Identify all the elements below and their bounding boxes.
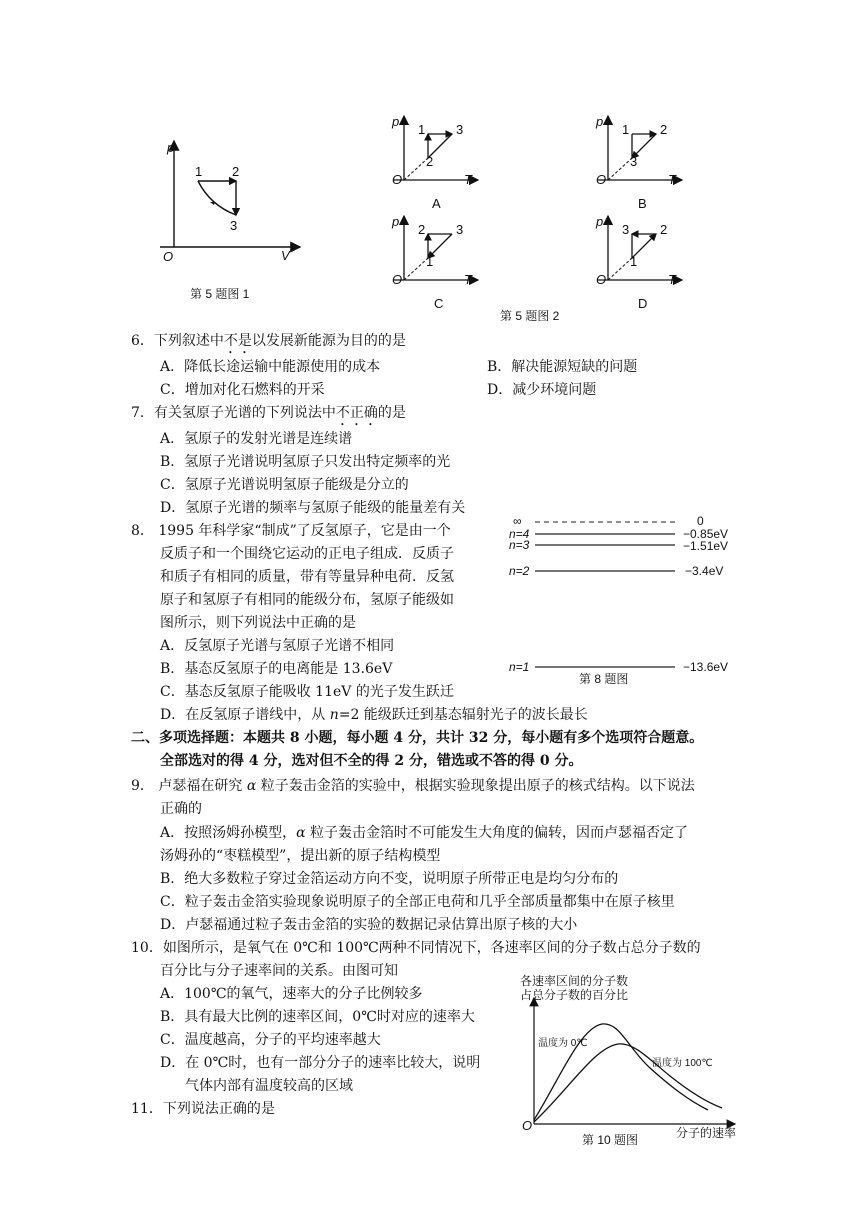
fig5-2-caption: 第 5 题图 2 <box>500 309 560 323</box>
q9-option-a-line1 <box>160 822 688 845</box>
q8-stem-line5: 图所示，则下列说法中正确的是 <box>160 615 356 631</box>
fig5-2-b-p-bottom: 3 <box>630 154 638 169</box>
fig5-1-axis-v: V <box>281 248 290 263</box>
q8-stem-line3: 和质子有相同的质量，带有等量异种电荷．反氢 <box>160 569 454 585</box>
fig5-2-panel-b <box>592 112 692 222</box>
q6-stem-a: 6．下列叙述中 <box>131 333 224 349</box>
level-1-n: n=1 <box>509 660 530 674</box>
fig5-2-b-p-left: 1 <box>622 122 630 137</box>
fig5-2-a-p-right: 3 <box>456 122 464 137</box>
fig5-2-a-origin: O <box>392 172 403 187</box>
curve-100c-label: 温度为 100℃ <box>652 1058 713 1069</box>
q8-stem-line2: 反质子和一个围绕它运动的正电子组成．反质子 <box>160 546 454 562</box>
q10-stem-line2: 百分比与分子速率间的关系。由图可知 <box>160 963 398 979</box>
q11-stem: 11．下列说法正确的是 <box>131 1101 275 1117</box>
energy-level-diagram <box>505 512 755 692</box>
q9-option-a-alpha: α <box>296 825 306 841</box>
fig5-2-c-p-bottom: 1 <box>426 254 434 269</box>
q8-stem-line1: 8． 1995 年科学家“制成”了反氢原子，它是由一个 <box>131 523 451 539</box>
q9-option-a-a: A．按照汤姆孙模型， <box>160 825 297 841</box>
speed-ylabel-line2: 占总分子数的百分比 <box>520 988 629 1002</box>
q8-option-b: B．基态反氢原子的电离能是 13.6eV <box>160 661 393 677</box>
fig5-2-panel-a-plot <box>388 112 488 192</box>
fig5-2-c-p-right: 3 <box>456 222 464 237</box>
q7-stem <box>131 402 406 429</box>
q6-option-b: B．解决能源短缺的问题 <box>487 359 638 375</box>
q8-option-d <box>160 704 588 727</box>
fig5-2-c-p-left: 2 <box>418 222 426 237</box>
fig5-2-a-axis-t: T <box>464 172 472 187</box>
q10-option-c: C．温度越高，分子的平均速率越大 <box>160 1032 381 1048</box>
q9-option-b: B．绝大多数粒子穿过金箔运动方向不变，说明原子所带正电是均匀分布的 <box>160 871 619 887</box>
fig5-2-c-axis-t: T <box>464 272 472 287</box>
fig5-1-point-1: 1 <box>195 164 203 179</box>
fig5-1-point-3: 3 <box>230 218 238 233</box>
fig5-1-point-2: 2 <box>232 164 240 179</box>
fig5-2-a-label: A <box>432 196 441 211</box>
q9-option-c: C．粒子轰击金箔实验现象说明原子的全部正电荷和几乎全部质量都集中在原子核里 <box>160 894 675 910</box>
fig5-2-c-axis-p: p <box>392 214 400 229</box>
fig5-1-axis-p: p <box>167 140 175 155</box>
fig5-2-d-p-bottom: 1 <box>630 254 638 269</box>
fig5-2-d-axis-t: T <box>668 272 676 287</box>
fig5-2-c-origin: O <box>392 272 403 287</box>
q8-option-c: C．基态反氢原子能吸收 11eV 的光子发生跃迁 <box>160 684 454 700</box>
q10-option-d-line2: 气体内部有温度较高的区域 <box>185 1078 353 1094</box>
section2-header-line1: 二、多项选择题：本题共 8 小题，每小题 4 分，共计 32 分，每小题有多个选项符合题意。 <box>131 730 704 746</box>
fig5-2-panel-b-plot <box>592 112 692 192</box>
fig5-2-d-p-right: 2 <box>660 222 668 237</box>
q6-stem-emphasis: 不是 <box>223 333 252 349</box>
q7-stem-a: 7．有关氢原子光谱的下列说法中 <box>131 405 336 421</box>
q10-stem-line1: 10．如图所示，是氧气在 0℃和 100℃两种不同情况下，各速率区间的分子数占总分子数的 <box>131 940 701 956</box>
q6-option-c: C．增加对化石燃料的开采 <box>160 382 325 398</box>
level-2-e: −3.4eV <box>685 564 724 578</box>
q9-stem-line1 <box>131 775 695 798</box>
fig5-2-panel-c <box>388 212 488 322</box>
q7-option-b: B．氢原子光谱说明氢原子只发出特定频率的光 <box>160 454 451 470</box>
curve-0c-label: 温度为 0℃ <box>538 1038 588 1049</box>
level-3-e: −1.51eV <box>683 539 729 553</box>
fig5-2-d-label: D <box>638 296 648 311</box>
q9-alpha: α <box>246 778 257 794</box>
fig5-2-panel-c-plot <box>388 212 488 292</box>
fig5-2-b-axis-t: T <box>668 172 676 187</box>
q9-stem-b: 粒子轰击金箔的实验中，根据实验现象提出原子的核式结构。以下说法 <box>256 778 695 794</box>
q7-option-c: C．氢原子光谱说明氢原子能级是分立的 <box>160 477 409 493</box>
level-3-n: n=3 <box>509 538 530 552</box>
fig5-2-a-p-bottom: 2 <box>426 154 434 169</box>
q8-option-d-b: =2 能级跃迁到基态辐射光子的波长最长 <box>338 707 588 723</box>
fig5-2-a-p-left: 1 <box>418 122 426 137</box>
speed-distribution-figure <box>510 968 750 1148</box>
q6-stem <box>131 330 406 357</box>
fig5-1-caption: 第 5 题图 1 <box>190 287 250 301</box>
q7-stem-emphasis: 不正确 <box>335 405 378 421</box>
q10-option-b: B．具有最大比例的速率区间，0℃时对应的速率大 <box>160 1009 475 1025</box>
section2-header-line2: 全部选对的得 4 分，选对但不全的得 2 分，错选或不答的得 0 分。 <box>160 753 583 769</box>
q9-stem-a: 9． 卢瑟福在研究 <box>131 778 247 794</box>
q7-option-d: D．氢原子光谱的频率与氢原子能级的能量差有关 <box>160 500 466 516</box>
fig5-2-panel-d-plot <box>592 212 692 292</box>
speed-caption: 第 10 题图 <box>582 1133 639 1147</box>
q10-option-a: A．100℃的氧气，速率大的分子比例较多 <box>160 986 423 1002</box>
fig5-2-b-p-right: 2 <box>660 122 668 137</box>
fig5-2-b-origin: O <box>596 172 607 187</box>
energy-level-caption: 第 8 题图 <box>579 672 629 686</box>
fig5-2-b-label: B <box>638 196 647 211</box>
fig5-2-a-axis-p: p <box>392 114 400 129</box>
level-4-n: n=4 <box>509 527 530 541</box>
speed-ylabel-line1: 各速率区间的分子数 <box>520 974 629 988</box>
fig5-1-origin: O <box>163 249 174 264</box>
q8-option-d-n: n <box>329 707 339 723</box>
level-1-e: −13.6eV <box>683 660 729 674</box>
q8-option-d-a: D．在反氢原子谱线中，从 <box>160 707 330 723</box>
q9-option-a-line2: 汤姆孙的“枣糕模型”，提出新的原子结构模型 <box>160 848 441 864</box>
level-inf-e: 0 <box>697 514 704 528</box>
q8-option-a: A．反氢原子光谱与氢原子光谱不相同 <box>160 638 395 654</box>
level-4-e: −0.85eV <box>683 527 729 541</box>
q9-option-d: D．卢瑟福通过粒子轰击金箔的实验的数据记录估算出原子核的大小 <box>160 917 578 933</box>
fig5-2-d-axis-p: p <box>596 214 604 229</box>
fig5-2-d-origin: O <box>596 272 607 287</box>
q9-option-a-b: 粒子轰击金箔时不可能发生大角度的偏转，因而卢瑟福否定了 <box>305 825 689 841</box>
q9-stem-line2: 正确的 <box>160 801 202 817</box>
q7-stem-b: 的是 <box>377 405 406 421</box>
fig5-2-panel-d <box>592 212 692 322</box>
fig5-2-panel-a <box>388 112 488 222</box>
fig5-2-b-axis-p: p <box>596 114 604 129</box>
level-inf-n: ∞ <box>513 514 522 528</box>
fig5-2-d-p-left: 3 <box>622 222 630 237</box>
level-2-n: n=2 <box>509 564 530 578</box>
q8-stem-line4: 原子和氢原子有相同的能级分布，氢原子能级如 <box>160 592 454 608</box>
speed-origin: O <box>522 1118 533 1133</box>
speed-xlabel: 分子的速率 <box>676 1126 737 1140</box>
q6-option-d: D．减少环境问题 <box>487 382 597 398</box>
fig5-2-c-label: C <box>434 296 444 311</box>
q6-option-a: A．降低长途运输中能源使用的成本 <box>160 359 381 375</box>
q6-stem-b: 以发展新能源为目的的是 <box>251 333 406 349</box>
q10-option-d-line1: D．在 0℃时，也有一部分分子的速率比较大，说明 <box>160 1055 481 1071</box>
q7-option-a: A．氢原子的发射光谱是连续谱 <box>160 431 353 447</box>
